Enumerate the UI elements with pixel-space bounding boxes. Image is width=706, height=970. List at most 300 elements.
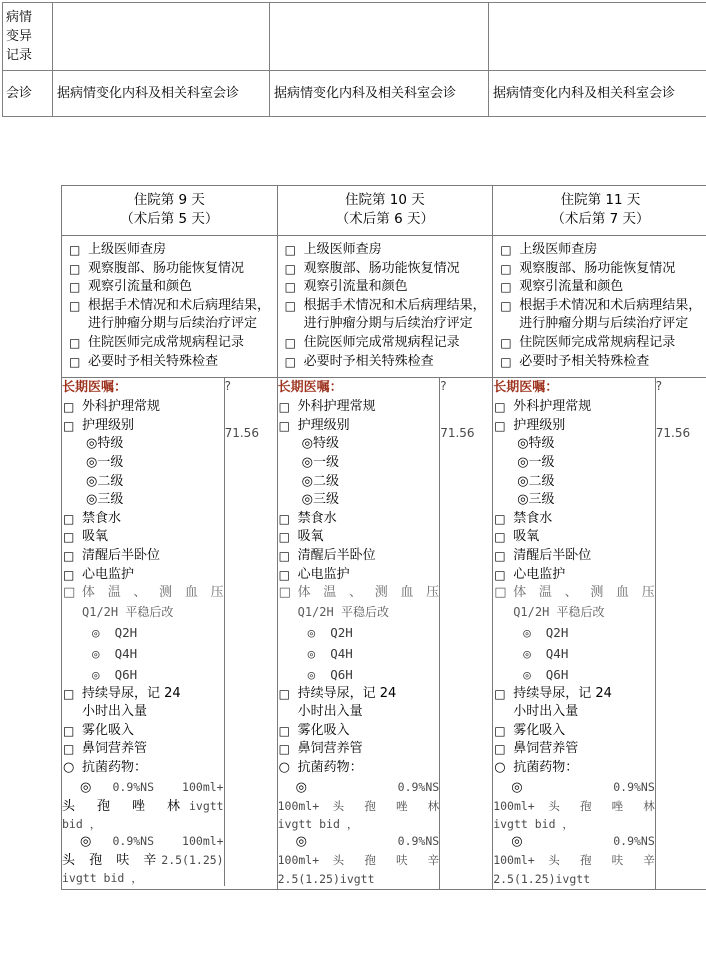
- list-item[interactable]: [68, 260, 271, 279]
- radio-icon[interactable]: ◎: [295, 833, 398, 849]
- checkbox-icon[interactable]: □: [284, 298, 296, 313]
- nursing-level-option[interactable]: [278, 491, 440, 510]
- checklist-label: 根据手术情况和术后病理结果，进行肿瘤分期与后续治疗评定: [88, 297, 271, 332]
- list-item[interactable]: [493, 398, 655, 417]
- list-item[interactable]: [278, 685, 440, 722]
- nursing-level-option[interactable]: [278, 435, 440, 454]
- radio-icon[interactable]: ◎: [307, 645, 316, 661]
- vitals-option[interactable]: [278, 643, 440, 664]
- list-item[interactable]: [68, 241, 271, 260]
- checkbox-icon[interactable]: □: [63, 400, 75, 415]
- radio-icon[interactable]: ◎: [92, 624, 100, 640]
- header-postop-label: （术后第 6 天）: [335, 211, 434, 227]
- checkbox-icon[interactable]: □: [494, 567, 506, 582]
- list-item[interactable]: [499, 260, 702, 279]
- vitals-option[interactable]: [62, 622, 224, 643]
- order-label: 护理级别: [297, 417, 350, 433]
- checkbox-icon[interactable]: □: [494, 686, 506, 701]
- checkbox-icon[interactable]: □: [494, 585, 507, 601]
- radio-icon[interactable]: ◎: [517, 473, 529, 489]
- header-day-label: 住院第 10 天: [345, 192, 425, 208]
- vitals-option[interactable]: [62, 643, 224, 664]
- order-label: 心电监护: [297, 566, 350, 582]
- radio-icon[interactable]: ◎: [511, 779, 614, 795]
- checkbox-icon[interactable]: □: [494, 530, 506, 545]
- checkbox-icon[interactable]: □: [494, 548, 506, 563]
- drug-strength: 2.5(1.25): [277, 871, 340, 886]
- checklist-label: 上级医师查房: [303, 242, 382, 257]
- option-label: Q6H: [545, 666, 569, 682]
- drug-strength: 2.5(1.25): [161, 852, 224, 867]
- drug-route: ivgtt: [339, 871, 375, 886]
- vitals-label: 体 温 、 测 血 压: [297, 585, 440, 601]
- checklist-label: 根据手术情况和术后病理结果，进行肿瘤分期与后续治疗评定: [303, 297, 486, 332]
- radio-icon[interactable]: ◎: [86, 454, 98, 470]
- order-label: 禁食水: [513, 510, 553, 526]
- drug-dose: 0.9%NS: [397, 833, 440, 848]
- number-value: ?: [655, 379, 663, 394]
- checkbox-icon[interactable]: □: [278, 511, 290, 526]
- order-label: 禁食水: [82, 510, 122, 526]
- orders-cell-day10: [277, 378, 493, 890]
- checkbox-icon[interactable]: □: [284, 280, 296, 295]
- inner-split-table-day11: [493, 378, 706, 889]
- inner-split-table-day9: [62, 378, 277, 886]
- order-label: 吸氧: [297, 529, 324, 545]
- checkbox-icon[interactable]: □: [278, 686, 290, 701]
- list-item[interactable]: [278, 740, 440, 759]
- vitals-frequency-note: Q1/2H 平稳后改: [513, 604, 605, 619]
- checklist-label: 观察腹部、肠功能恢复情况: [519, 260, 676, 276]
- radio-icon[interactable]: ◎: [80, 833, 113, 849]
- drug-strength-line: [493, 870, 655, 889]
- radio-icon[interactable]: ◎: [86, 492, 98, 508]
- checklist-label: 住院医师完成常规病程记录: [303, 334, 460, 350]
- drug-item[interactable]: [278, 778, 440, 797]
- list-item[interactable]: [493, 528, 655, 547]
- list-item[interactable]: [499, 241, 702, 260]
- antibiotics-label: 抗菌药物：: [82, 760, 148, 776]
- list-item[interactable]: [493, 417, 655, 436]
- option-label: Q2H: [330, 624, 353, 640]
- table-row-longterm-orders: [62, 378, 706, 890]
- option-label: Q4H: [545, 645, 569, 661]
- orders-list-day11: [493, 398, 655, 435]
- list-item[interactable]: [62, 566, 224, 585]
- radio-icon[interactable]: ◎: [301, 436, 313, 452]
- drug-frequency: ivgtt bid ，: [493, 816, 574, 831]
- antibiotics-label: 抗菌药物：: [297, 760, 363, 776]
- drug-dose: 0.9%NS 100ml+: [112, 779, 224, 794]
- drug-item[interactable]: [493, 832, 655, 851]
- vitals-label: 体 温 、 测 血 压: [513, 585, 655, 601]
- list-item[interactable]: [493, 685, 655, 722]
- option-label: 一级: [312, 454, 339, 470]
- drug-name-line: [62, 797, 224, 816]
- order-label: 护理级别: [82, 417, 135, 433]
- variance-cell-day11: [489, 3, 706, 71]
- drug-name-line: [493, 851, 655, 870]
- order-label: 吸氧: [513, 529, 540, 545]
- checklist-day11: [499, 241, 702, 371]
- nursing-level-option[interactable]: [493, 435, 655, 454]
- drug-item[interactable]: [62, 832, 224, 851]
- checklist-label: 必要时予相关特殊检查: [88, 353, 219, 369]
- radio-icon[interactable]: ◎: [80, 779, 113, 795]
- list-item[interactable]: [499, 353, 702, 372]
- section-title-longterm-orders: 长期医嘱：: [277, 380, 343, 396]
- order-label: 持续导尿，记 24: [82, 685, 181, 701]
- drug-frequency: ivgtt bid ，: [277, 816, 359, 831]
- checklist-label: 住院医师完成常规病程记录: [519, 334, 676, 350]
- drug-dose: 0.9%NS: [397, 779, 440, 794]
- radio-icon[interactable]: ◎: [523, 624, 531, 640]
- drug-dose: 0.9%NS: [613, 779, 655, 794]
- nursing-level-option[interactable]: [62, 454, 224, 473]
- order-label: 雾化吸入: [297, 722, 350, 738]
- drug-name-line: [278, 797, 440, 816]
- checkbox-icon[interactable]: □: [284, 261, 296, 276]
- list-item[interactable]: [284, 260, 487, 279]
- checklist-label: 上级医师查房: [519, 242, 598, 257]
- number-value: 71.56: [655, 426, 691, 441]
- checklist-day10: [284, 241, 487, 371]
- radio-icon[interactable]: ◎: [511, 833, 614, 849]
- orders-text-day10: [278, 378, 440, 889]
- order-label: 雾化吸入: [82, 722, 135, 738]
- header-postop-label: （术后第 5 天）: [120, 211, 219, 227]
- checkbox-icon[interactable]: □: [278, 418, 290, 433]
- checkbox-icon[interactable]: □: [69, 335, 81, 350]
- drug-item[interactable]: [493, 778, 655, 797]
- row-label-consultation: 会诊: [3, 71, 53, 117]
- column-header-day11: [493, 186, 706, 236]
- checkbox-icon[interactable]: □: [500, 298, 512, 313]
- checkbox-icon[interactable]: □: [284, 243, 296, 257]
- vitals-order[interactable]: [493, 584, 655, 603]
- orders-text-day9: [62, 378, 224, 886]
- antibiotics-header[interactable]: [493, 759, 655, 778]
- nursing-level-option[interactable]: [493, 491, 655, 510]
- checkbox-icon[interactable]: □: [278, 530, 290, 545]
- row-label-line: 变异: [6, 29, 33, 44]
- checkbox-icon[interactable]: □: [278, 585, 291, 601]
- option-label: 三级: [97, 492, 124, 508]
- radio-icon[interactable]: ◎: [307, 624, 316, 640]
- drug-frequency: ivgtt bid ，: [62, 870, 143, 885]
- nursing-level-option[interactable]: [493, 454, 655, 473]
- order-label: 外科护理常规: [513, 399, 592, 415]
- orders-list-tail-day11: [493, 685, 655, 759]
- checkbox-icon[interactable]: □: [494, 723, 506, 738]
- option-label: 一级: [528, 454, 555, 470]
- circle-icon[interactable]: ○: [63, 760, 75, 776]
- orders-number-day11: [655, 378, 706, 889]
- checklist-label: 观察引流量和颜色: [88, 279, 193, 295]
- row-label-line: 记录: [6, 48, 33, 63]
- checkbox-icon[interactable]: □: [69, 261, 81, 276]
- list-item[interactable]: [68, 278, 271, 297]
- checklist-label: 观察引流量和颜色: [303, 279, 408, 295]
- checkbox-icon[interactable]: □: [63, 585, 76, 601]
- option-label: Q4H: [330, 645, 353, 661]
- checkbox-icon[interactable]: □: [278, 400, 290, 415]
- vitals-frequency-note: Q1/2H 平稳后改: [297, 604, 389, 619]
- list-item[interactable]: [499, 278, 702, 297]
- drug-name-line: [278, 851, 440, 870]
- header-day-label: 住院第 11 天: [560, 192, 641, 208]
- checkbox-icon[interactable]: □: [278, 548, 290, 563]
- list-item[interactable]: [278, 722, 440, 741]
- list-item[interactable]: [62, 685, 224, 722]
- list-item[interactable]: [278, 566, 440, 585]
- checklist-label: 根据手术情况和术后病理结果，进行肿瘤分期与后续治疗评定: [519, 297, 702, 332]
- option-label: 特级: [528, 436, 555, 452]
- consultation-cell-day10: 据病情变化内科及相关科室会诊: [270, 71, 489, 117]
- order-label-cont: 小时出入量: [513, 704, 579, 720]
- vitals-order[interactable]: [278, 584, 440, 603]
- checkbox-icon[interactable]: □: [500, 261, 512, 276]
- list-item[interactable]: [284, 278, 487, 297]
- radio-icon[interactable]: ◎: [523, 645, 531, 661]
- radio-icon[interactable]: ◎: [92, 666, 100, 682]
- drug-item[interactable]: [62, 778, 224, 797]
- order-label: 吸氧: [82, 529, 109, 545]
- radio-icon[interactable]: ◎: [301, 454, 313, 470]
- table-row-consultation: [3, 71, 706, 117]
- order-label: 外科护理常规: [82, 399, 161, 415]
- list-item[interactable]: [278, 398, 440, 417]
- radio-icon[interactable]: ◎: [307, 666, 316, 682]
- checkbox-icon[interactable]: □: [500, 335, 512, 350]
- vitals-option[interactable]: [493, 643, 655, 664]
- nursing-level-option[interactable]: [493, 473, 655, 492]
- orders-cell-day11: [493, 378, 706, 890]
- option-label: Q4H: [114, 645, 138, 661]
- orders-list-tail-day10: [278, 685, 440, 759]
- variance-cell-day9: [53, 3, 270, 71]
- antibiotics-header[interactable]: [62, 759, 224, 778]
- continuation-table: [2, 2, 706, 117]
- radio-icon[interactable]: ◎: [517, 492, 529, 508]
- checkbox-icon[interactable]: □: [69, 354, 81, 369]
- checkbox-icon[interactable]: □: [500, 243, 512, 257]
- checkbox-icon[interactable]: □: [63, 418, 75, 433]
- radio-icon[interactable]: ◎: [301, 492, 313, 508]
- list-item[interactable]: [493, 547, 655, 566]
- checklist-label: 观察腹部、肠功能恢复情况: [88, 260, 245, 276]
- nursing-level-option[interactable]: [62, 473, 224, 492]
- checkbox-icon[interactable]: □: [63, 530, 75, 545]
- list-item[interactable]: [68, 353, 271, 372]
- order-label: 雾化吸入: [513, 722, 566, 738]
- checkbox-icon[interactable]: □: [63, 723, 75, 738]
- list-item[interactable]: [284, 241, 487, 260]
- list-item[interactable]: [284, 297, 487, 334]
- list-item[interactable]: [62, 722, 224, 741]
- list-item[interactable]: [68, 334, 271, 353]
- nursing-level-option[interactable]: [62, 435, 224, 454]
- checklist-label: 必要时予相关特殊检查: [519, 353, 650, 369]
- vitals-option[interactable]: [62, 664, 224, 685]
- checkbox-icon[interactable]: □: [278, 742, 290, 757]
- order-label: 持续导尿，记 24: [513, 685, 612, 701]
- list-item[interactable]: [499, 334, 702, 353]
- radio-icon[interactable]: ◎: [517, 454, 529, 470]
- section-title-longterm-orders: 长期医嘱：: [493, 380, 559, 396]
- list-item[interactable]: [62, 740, 224, 759]
- drug-volume: 100ml+ 头 孢 唑 林: [277, 798, 440, 813]
- work-cell-day9: [62, 236, 278, 378]
- drug-strength-line: [278, 870, 440, 889]
- radio-icon[interactable]: ◎: [523, 666, 531, 682]
- column-header-day9: [62, 186, 278, 236]
- vitals-option[interactable]: [493, 622, 655, 643]
- circle-icon[interactable]: ○: [278, 760, 290, 776]
- list-item[interactable]: [62, 528, 224, 547]
- checklist-label: 观察引流量和颜色: [519, 279, 624, 295]
- table-row-variance: [3, 3, 706, 71]
- checkbox-icon[interactable]: □: [284, 335, 296, 350]
- drug-route: ivgtt: [188, 798, 224, 813]
- option-label: Q2H: [545, 624, 569, 640]
- orders-list-cont-day10: [278, 510, 440, 584]
- checkbox-icon[interactable]: □: [69, 298, 81, 313]
- order-label: 清醒后半卧位: [513, 547, 592, 563]
- number-value: 71.56: [224, 426, 259, 441]
- list-item[interactable]: [62, 510, 224, 529]
- checkbox-icon[interactable]: □: [63, 686, 75, 701]
- checkbox-icon[interactable]: □: [494, 742, 506, 757]
- list-item[interactable]: [499, 297, 702, 334]
- list-item[interactable]: [62, 417, 224, 436]
- radio-icon[interactable]: ◎: [295, 779, 398, 795]
- list-item[interactable]: [493, 722, 655, 741]
- list-item[interactable]: [493, 740, 655, 759]
- number-value: ?: [224, 379, 231, 394]
- list-item[interactable]: [284, 334, 487, 353]
- order-label: 护理级别: [513, 417, 566, 433]
- checkbox-icon[interactable]: □: [284, 354, 296, 369]
- vitals-option[interactable]: [493, 664, 655, 685]
- drug-strength: 2.5(1.25): [493, 871, 556, 886]
- drug-name: 头 孢 呋 辛: [62, 852, 162, 868]
- vitals-label: 体 温 、 测 血 压: [82, 585, 224, 601]
- option-label: Q6H: [114, 666, 138, 682]
- checkbox-icon[interactable]: □: [278, 723, 290, 738]
- checkbox-icon[interactable]: □: [278, 567, 290, 582]
- vitals-option[interactable]: [278, 622, 440, 643]
- table-header-row: [62, 186, 706, 236]
- drug-name-line: [62, 851, 224, 870]
- orders-list-tail-day9: [62, 685, 224, 759]
- order-label: 清醒后半卧位: [297, 547, 376, 563]
- checklist-label: 观察腹部、肠功能恢复情况: [303, 260, 460, 276]
- orders-list-day10: [278, 398, 440, 435]
- list-item[interactable]: [278, 528, 440, 547]
- table-row-main-work: [62, 236, 706, 378]
- daily-orders-table: [61, 185, 706, 890]
- list-item[interactable]: [278, 547, 440, 566]
- order-label: 清醒后半卧位: [82, 547, 161, 563]
- radio-icon[interactable]: ◎: [517, 436, 529, 452]
- checkbox-icon[interactable]: □: [63, 511, 75, 526]
- consultation-cell-day11: 据病情变化内科及相关科室会诊: [489, 71, 706, 117]
- list-item[interactable]: [284, 353, 487, 372]
- nursing-level-option[interactable]: [278, 454, 440, 473]
- work-cell-day10: [277, 236, 493, 378]
- checkbox-icon[interactable]: □: [63, 548, 75, 563]
- list-item[interactable]: [62, 547, 224, 566]
- order-label: 外科护理常规: [297, 399, 376, 415]
- orders-list-cont-day11: [493, 510, 655, 584]
- checkbox-icon[interactable]: □: [69, 280, 81, 295]
- radio-icon[interactable]: ◎: [86, 436, 98, 452]
- list-item[interactable]: [278, 510, 440, 529]
- option-label: Q6H: [330, 666, 353, 682]
- drug-name-line: [493, 797, 655, 816]
- order-label: 鼻饲营养管: [513, 741, 579, 757]
- consultation-cell-day9: 据病情变化内科及相关科室会诊: [53, 71, 270, 117]
- drug-item[interactable]: [278, 832, 440, 851]
- checkbox-icon[interactable]: □: [494, 418, 506, 433]
- option-label: 二级: [312, 473, 339, 489]
- checkbox-icon[interactable]: □: [63, 567, 75, 582]
- work-cell-day11: [493, 236, 706, 378]
- order-label: 心电监护: [513, 566, 566, 582]
- list-item[interactable]: [493, 566, 655, 585]
- drug-dose: 0.9%NS: [613, 833, 655, 848]
- header-day-label: 住院第 9 天: [133, 192, 205, 208]
- checkbox-icon[interactable]: □: [500, 354, 512, 369]
- antibiotics-header[interactable]: [278, 759, 440, 778]
- drug-volume: 100ml+ 头 孢 呋 辛: [493, 852, 655, 867]
- checkbox-icon[interactable]: □: [63, 742, 75, 757]
- checkbox-icon[interactable]: □: [500, 280, 512, 295]
- nursing-level-option[interactable]: [278, 473, 440, 492]
- checklist-label: 上级医师查房: [88, 242, 167, 257]
- option-label: 特级: [97, 436, 124, 452]
- vitals-option[interactable]: [278, 664, 440, 685]
- list-item[interactable]: [493, 510, 655, 529]
- inner-split-table-day10: [278, 378, 493, 889]
- checkbox-icon[interactable]: □: [69, 243, 81, 257]
- circle-icon[interactable]: ○: [494, 760, 506, 776]
- checkbox-icon[interactable]: □: [494, 400, 506, 415]
- list-item[interactable]: [68, 297, 271, 334]
- option-label: 二级: [528, 473, 555, 489]
- number-value: 71.56: [440, 426, 475, 441]
- list-item[interactable]: [62, 398, 224, 417]
- option-label: Q2H: [114, 624, 138, 640]
- radio-icon[interactable]: ◎: [86, 473, 98, 489]
- radio-icon[interactable]: ◎: [92, 645, 100, 661]
- order-label: 心电监护: [82, 566, 135, 582]
- orders-number-day9: [224, 378, 277, 886]
- vitals-order[interactable]: [62, 584, 224, 603]
- checkbox-icon[interactable]: □: [494, 511, 506, 526]
- nursing-level-option[interactable]: [62, 491, 224, 510]
- option-label: 三级: [312, 492, 339, 508]
- checklist-day9: [68, 241, 271, 371]
- number-value: ?: [440, 379, 447, 394]
- option-label: 特级: [312, 436, 339, 452]
- list-item[interactable]: [278, 417, 440, 436]
- row-label-line: 病情: [6, 10, 33, 25]
- column-header-day10: [277, 186, 493, 236]
- radio-icon[interactable]: ◎: [301, 473, 313, 489]
- header-postop-label: （术后第 7 天）: [551, 211, 650, 227]
